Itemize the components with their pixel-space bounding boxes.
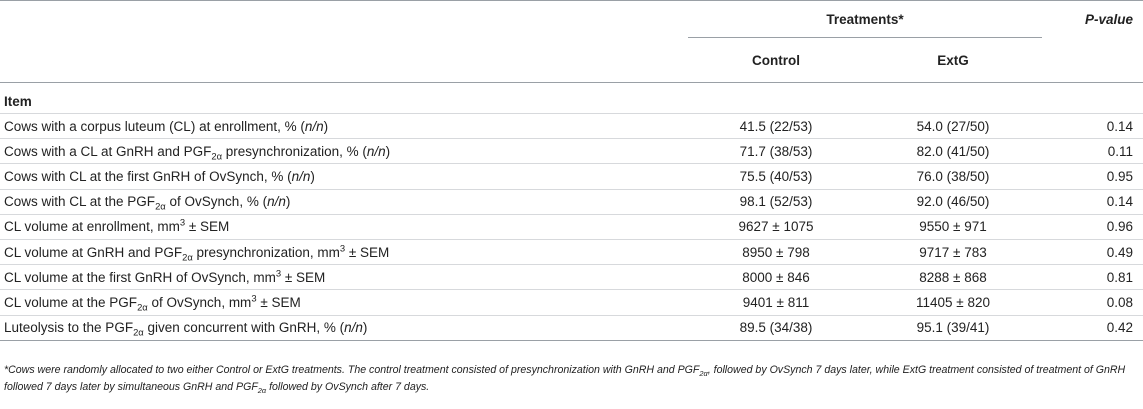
footnote: *Cows were randomly allocated to two either Control or ExtG treatments. The control treatment consisted of presynchronization with GnRH and $PGF_{2\alpha}$, followed by OvSynch 7 days later, while ExtG treatment consisted of treatment of GnRH followed 7 days later by simultaneous GnRH and $PGF_{2\alpha}$ followed by OvSynch after 7 days. [4,364,1126,396]
pvalue-cell: 0.96 [1042,214,1143,239]
item-cell: CL volume at GnRH and $PGF_{2\alpha}$ presynchronization, $mm^3$ ± SEM [0,239,688,264]
table-row [0,239,1143,264]
pvalue-cell: 0.81 [1042,265,1143,290]
extg-cell: 8288 ± 868 [864,265,1042,290]
pvalue-header-text: P-value [1084,11,1134,27]
control-cell: 41.5 (22/53) [688,114,864,139]
pvalue-cell: 0.14 [1042,114,1143,139]
item-cell: Cows with CL at the $PGF_{2\alpha}$ of OvSynch, % (n/n) [0,189,688,214]
extg-cell: 76.0 (38/50) [864,164,1042,189]
item-cell: CL volume at enrollment, $mm^3$ ± SEM [0,214,688,239]
header-empty-cell [0,38,688,83]
control-header: Control [688,38,864,83]
extg-cell: 82.0 (41/50) [864,139,1042,164]
extg-cell: 92.0 (46/50) [864,189,1042,214]
table-row [0,114,1143,139]
header-row-sub [0,38,1143,83]
table-row [0,290,1143,315]
pvalue-cell: 0.42 [1042,315,1143,340]
table-body [0,114,1143,341]
header-empty-cell [1042,38,1143,83]
table-row [0,164,1143,189]
pvalue-header [1042,1,1143,38]
control-cell: 89.5 (34/38) [688,315,864,340]
item-cell: Cows with a corpus luteum (CL) at enrollment, % (n/n) [0,114,688,139]
item-cell: Cows with CL at the first GnRH of OvSynch, % (n/n) [0,164,688,189]
table-row [0,139,1143,164]
item-cell: Luteolysis to the $PGF_{2\alpha}$ given concurrent with GnRH, % (n/n) [0,315,688,340]
item-cell: CL volume at the $PGF_{2\alpha}$ of OvSynch, $mm^3$ ± SEM [0,290,688,315]
extg-cell: 54.0 (27/50) [864,114,1042,139]
table-row [0,315,1143,340]
item-header: Item [4,93,32,109]
item-header-row [0,83,1143,114]
item-cell: Cows with a CL at GnRH and $PGF_{2\alpha}$ presynchronization, % (n/n) [0,139,688,164]
control-cell: 9401 ± 811 [688,290,864,315]
treatments-header: Treatments* [688,1,1042,38]
table-row [0,214,1143,239]
control-cell: 71.7 (38/53) [688,139,864,164]
table-row [0,189,1143,214]
extg-cell: 9550 ± 971 [864,214,1042,239]
header-row-top [0,1,1143,38]
control-cell: 8000 ± 846 [688,265,864,290]
pvalue-cell: 0.08 [1042,290,1143,315]
control-cell: 8950 ± 798 [688,239,864,264]
pvalue-cell: 0.49 [1042,239,1143,264]
extg-cell: 11405 ± 820 [864,290,1042,315]
control-cell: 75.5 (40/53) [688,164,864,189]
extg-cell: 9717 ± 783 [864,239,1042,264]
table-row [0,265,1143,290]
item-cell: CL volume at the first GnRH of OvSynch, $mm^3$ ± SEM [0,265,688,290]
pvalue-cell: 0.95 [1042,164,1143,189]
control-cell: 9627 ± 1075 [688,214,864,239]
pvalue-cell: 0.11 [1042,139,1143,164]
extg-cell: 95.1 (39/41) [864,315,1042,340]
pvalue-cell: 0.14 [1042,189,1143,214]
extg-header: ExtG [864,38,1042,83]
header-empty-cell [0,1,688,38]
control-cell: 98.1 (52/53) [688,189,864,214]
